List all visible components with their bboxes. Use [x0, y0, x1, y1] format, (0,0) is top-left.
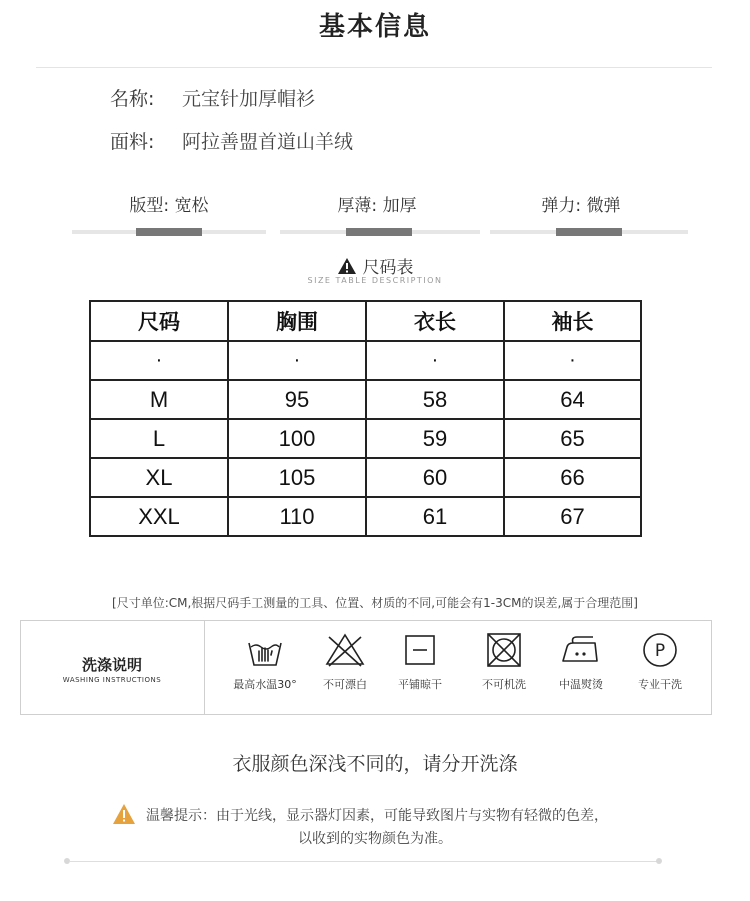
dry-clean-p-icon [616, 631, 704, 669]
washing-subtitle: WASHING INSTRUCTIONS [62, 676, 162, 684]
name-value: 元宝针加厚帽衫 [182, 88, 316, 110]
table-cell: 95 [228, 380, 366, 419]
measurement-note: [尺寸单位:CM,根据尺码手工测量的工具、位置、材质的不同,可能会有1-3CM的误差,属于合理范围] [112, 596, 638, 610]
column-header-chest: 胸围 [228, 301, 366, 341]
table-header-row [90, 301, 641, 341]
table-row [90, 380, 641, 419]
table-cell: 105 [228, 458, 366, 497]
table-cell: 59 [366, 419, 504, 458]
title-divider [36, 67, 712, 68]
elasticity-indicator [556, 228, 622, 236]
table-cell: 64 [504, 380, 641, 419]
table-cell: 110 [228, 497, 366, 536]
fabric-label: 面料: [110, 131, 155, 153]
table-cell: 100 [228, 419, 366, 458]
table-cell: 60 [366, 458, 504, 497]
table-cell: 58 [366, 380, 504, 419]
table-cell: 61 [366, 497, 504, 536]
care-label: 最高水温30° [233, 678, 297, 691]
fabric-value: 阿拉善盟首道山羊绒 [182, 131, 354, 153]
care-label: 平铺晾干 [398, 678, 442, 691]
thickness-attribute [280, 191, 474, 216]
table-cell: M [90, 380, 228, 419]
size-chart-subtitle: SIZE TABLE DESCRIPTION [307, 276, 443, 285]
table-cell: · [366, 341, 504, 380]
table-cell: · [504, 341, 641, 380]
thickness-value: 加厚 [382, 196, 417, 216]
tip-text-line2: 以收到的实物颜色为准。 [298, 831, 452, 847]
washing-divider [204, 620, 205, 715]
care-item-hand-wash [221, 631, 309, 692]
hand-wash-30-icon [221, 631, 309, 669]
iron-medium-icon [537, 631, 625, 669]
fit-label: 版型: [129, 196, 170, 216]
fabric-row [110, 127, 353, 154]
table-cell: XL [90, 458, 228, 497]
table-cell: 65 [504, 419, 641, 458]
care-item-no-machine-wash [460, 631, 548, 692]
separate-wash-note: 衣服颜色深浅不同的，请分开洗涤 [232, 753, 518, 775]
divider-end-dot [656, 858, 662, 864]
elasticity-attribute [484, 191, 678, 216]
care-label: 不可漂白 [323, 678, 367, 691]
table-cell: · [90, 341, 228, 380]
size-table [89, 300, 642, 537]
care-item-dry-clean [616, 631, 704, 692]
care-label: 中温熨烫 [559, 678, 603, 691]
care-label: 不可机洗 [482, 678, 526, 691]
washing-title: 洗涤说明 [81, 656, 142, 674]
care-label: 专业干洗 [638, 678, 682, 691]
svg-text:P: P [654, 641, 666, 661]
table-cell: L [90, 419, 228, 458]
table-cell: 67 [504, 497, 641, 536]
column-header-sleeve: 袖长 [504, 301, 641, 341]
page-title: 基本信息 [318, 12, 431, 42]
table-cell: · [228, 341, 366, 380]
no-machine-wash-icon [460, 631, 548, 669]
elasticity-label: 弹力: [541, 196, 582, 216]
thickness-indicator [346, 228, 412, 236]
care-item-iron [537, 631, 625, 692]
table-row [90, 458, 641, 497]
size-chart-title: 尺码表 [362, 258, 414, 278]
elasticity-value: 微弹 [586, 196, 621, 216]
table-row [90, 341, 641, 380]
warning-triangle-icon [112, 803, 136, 829]
fit-attribute [72, 191, 266, 216]
column-header-size: 尺码 [90, 301, 228, 341]
care-item-dry-flat [376, 631, 464, 692]
fit-indicator [136, 228, 202, 236]
dry-flat-icon [376, 631, 464, 669]
thickness-label: 厚薄: [337, 196, 378, 216]
fit-value: 宽松 [174, 196, 209, 216]
tip-text-line1: 温馨提示：由于光线，显示器灯因素，可能导致图片与实物有轻微的色差， [146, 808, 608, 824]
bottom-divider [69, 861, 659, 862]
column-header-length: 衣长 [366, 301, 504, 341]
table-cell: 66 [504, 458, 641, 497]
table-row [90, 419, 641, 458]
name-label: 名称: [110, 88, 155, 110]
name-row [110, 84, 315, 111]
table-cell: XXL [90, 497, 228, 536]
table-row [90, 497, 641, 536]
